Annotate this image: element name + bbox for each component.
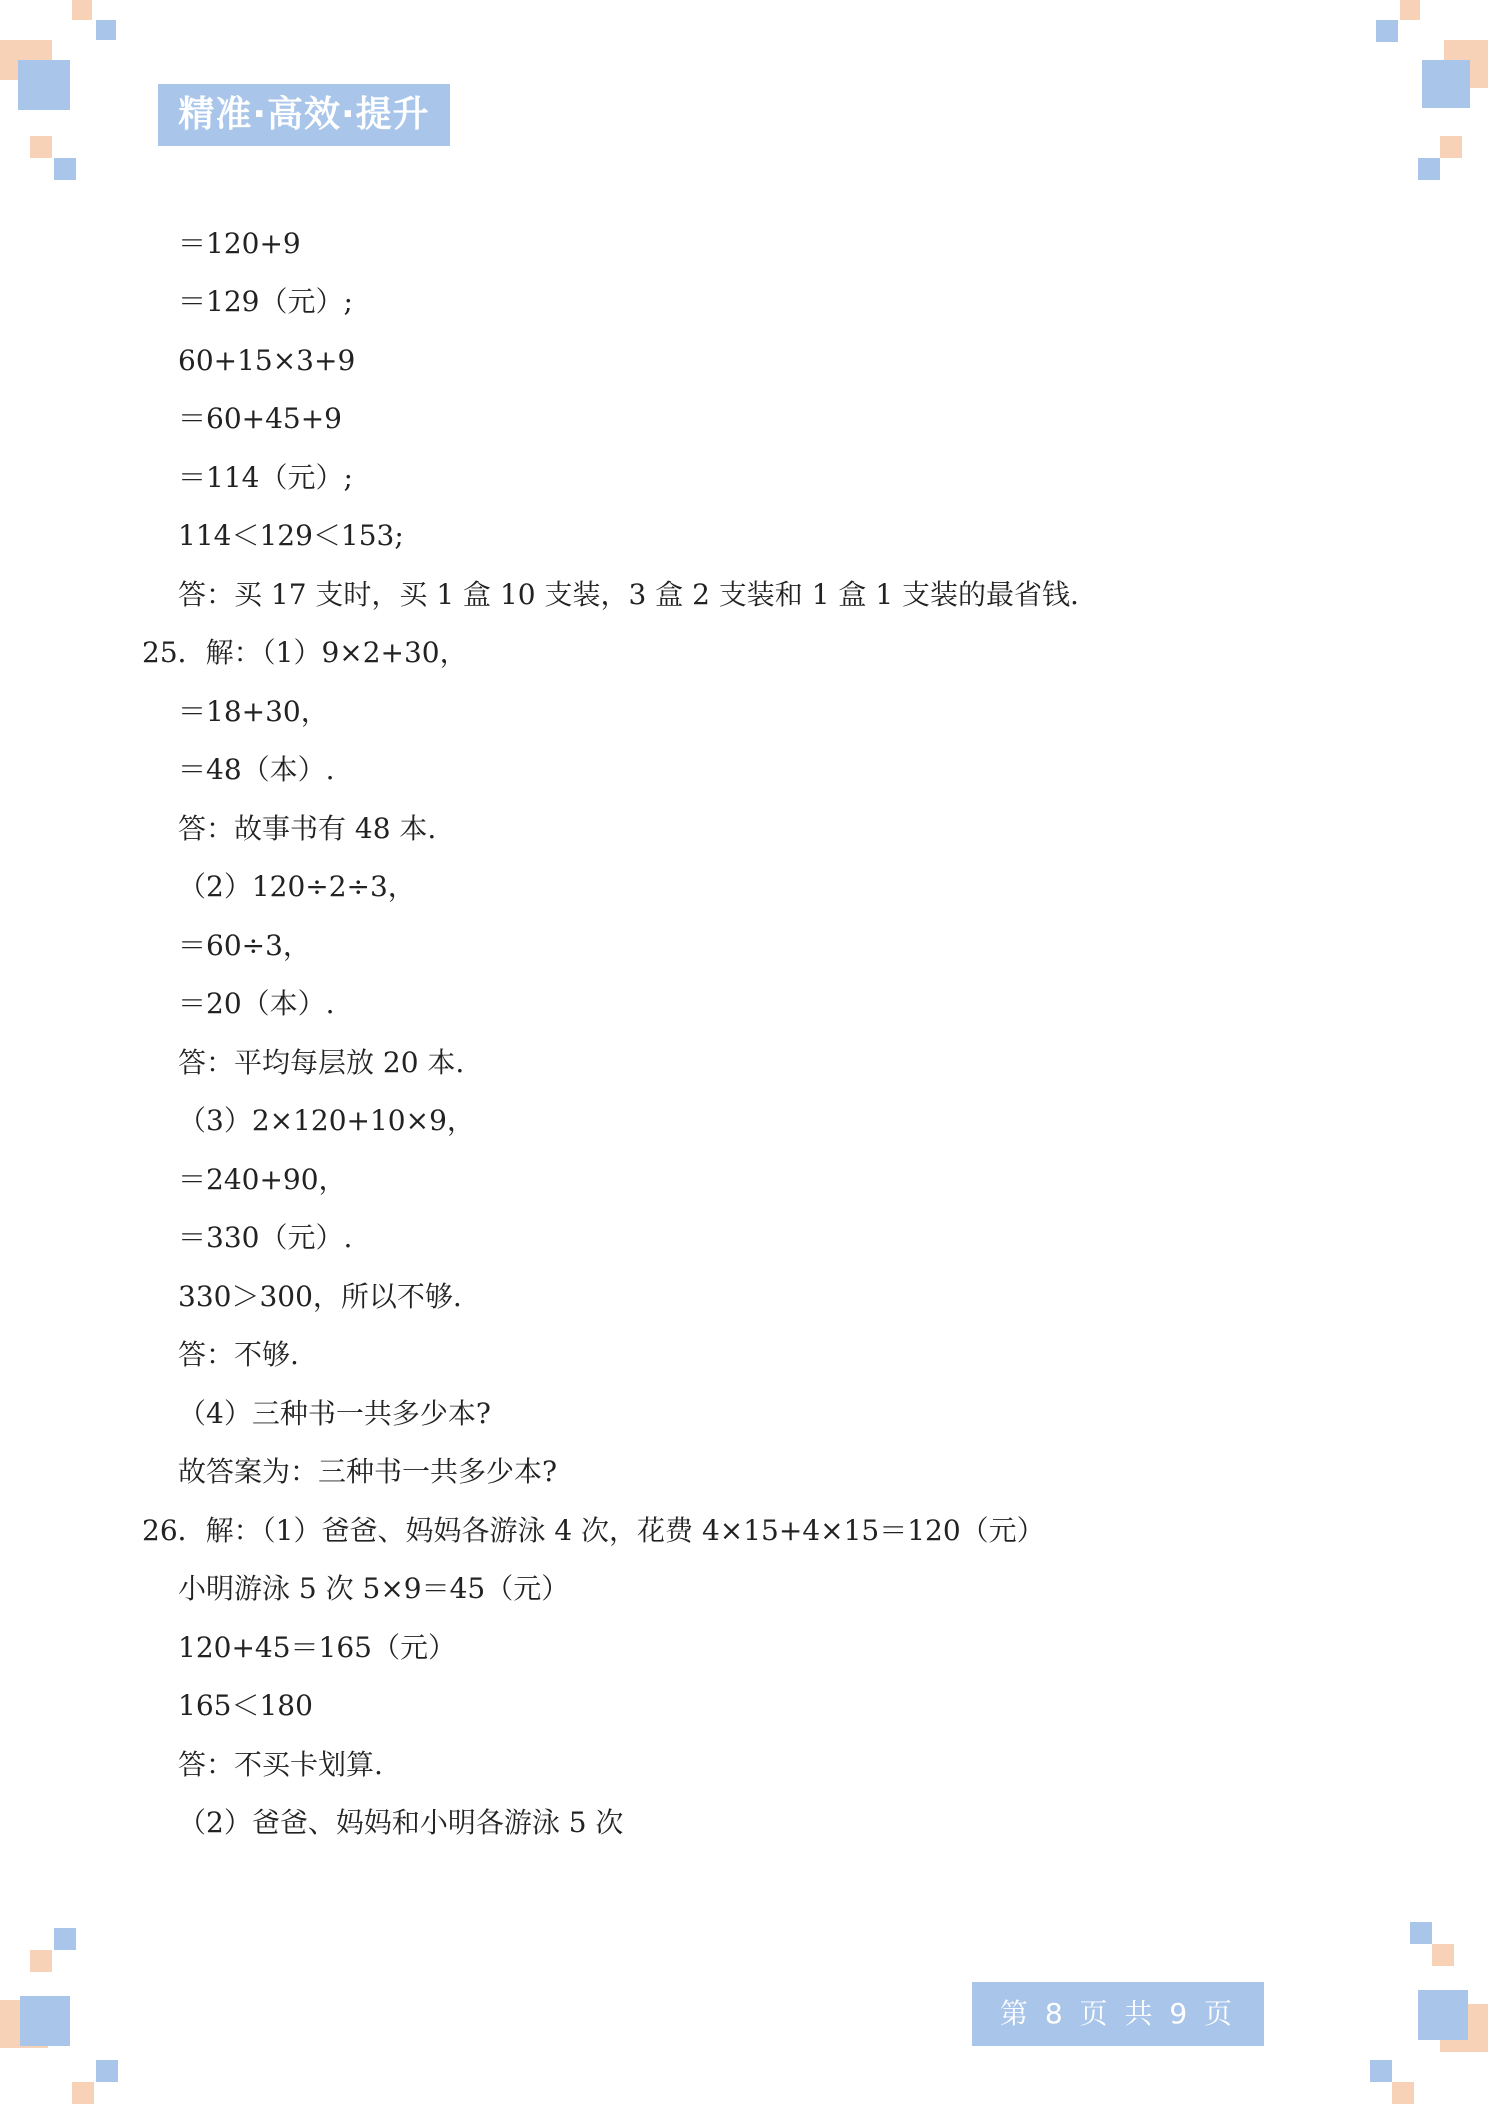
question-26-heading: 26．解：（1）爸爸、妈妈各游泳 4 次，花费 4×15+4×15＝120（元）	[142, 1514, 1045, 1547]
text-line: 114＜129＜153;	[178, 519, 404, 552]
text-line: ＝48（本）.	[178, 753, 335, 786]
text-line: 故答案为：三种书一共多少本?	[178, 1455, 558, 1488]
answer-line: 答：不够.	[178, 1338, 299, 1371]
text-line: 165＜180	[178, 1689, 313, 1722]
text-line: ＝129（元）;	[178, 285, 353, 318]
text-line: 小明游泳 5 次 5×9＝45（元）	[178, 1572, 570, 1605]
text-line: （4）三种书一共多少本?	[178, 1397, 491, 1430]
text-line: （2）爸爸、妈妈和小明各游泳 5 次	[178, 1806, 624, 1839]
text-line: 60+15×3+9	[178, 344, 356, 377]
text-line: （3）2×120+10×9，	[178, 1104, 475, 1137]
text-line: ＝18+30，	[178, 695, 329, 728]
answer-line: 答：平均每层放 20 本.	[178, 1046, 465, 1079]
text-line: ＝60+45+9	[178, 402, 342, 435]
question-25-heading: 25．解：（1）9×2+30，	[142, 636, 468, 669]
text-line: （2）120÷2÷3，	[178, 870, 416, 903]
answer-line: 答：故事书有 48 本.	[178, 812, 437, 845]
answer-line: 答：买 17 支时，买 1 盒 10 支装，3 盒 2 支装和 1 盒 1 支装的最省钱.	[178, 578, 1079, 611]
header-badge: 精准·高效·提升	[158, 84, 450, 146]
text-line: ＝240+90，	[178, 1163, 347, 1196]
text-line: ＝114（元）;	[178, 461, 353, 494]
text-line: 120+45＝165（元）	[178, 1631, 456, 1664]
answer-line: 答：不买卡划算.	[178, 1748, 383, 1781]
page-number: 第 8 页 共 9 页	[972, 1982, 1264, 2046]
text-line: ＝330（元）.	[178, 1221, 353, 1254]
text-line: ＝120+9	[178, 227, 301, 260]
text-line: 330＞300，所以不够.	[178, 1280, 462, 1313]
text-line: ＝20（本）.	[178, 987, 335, 1020]
text-line: ＝60÷3，	[178, 929, 311, 962]
